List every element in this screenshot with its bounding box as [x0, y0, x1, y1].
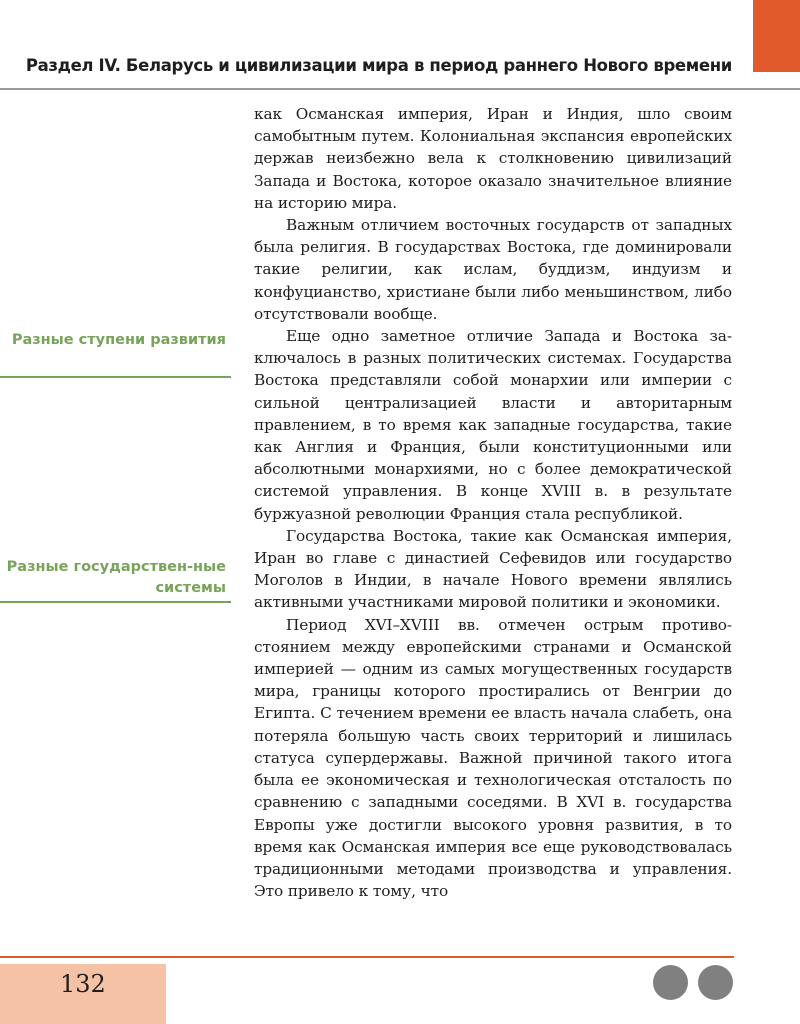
- margin-note-rule-1: [0, 376, 231, 378]
- margin-note-development-stages: Разные ступени развития: [11, 332, 226, 348]
- paragraph-5: Период XVI–XVIII вв. отмечен острым противостоянием между европейскими странами и Османской империей — одним из самых могущественных государств мира, границы которого простирались от Венгрии до Египта. С течением времени ее власть начала слабеть, она потеряла большую часть своих территорий и лишилась статуса супердержавы. Важной причиной такого итога была ее экономическая и технологическая отсталость по сравнению с западными соседями. В XVI в. государства Европы уже достигли высокого уровня развития, в то время как Османская империя все еще руководствовалась традиционными методами производства и управления. Это привело к тому, что: [254, 615, 732, 901]
- paragraph-2: Важным отличием восточных государств от западных была религия. В государствах Востока, где доминировали такие религии, как ислам, буддизм, индуизм и конфуцианство, христиане были либо меньшинством, либо отсутствовали вообще.: [254, 216, 732, 323]
- footer-rule: [0, 956, 734, 958]
- paragraph-4: Государства Востока, такие как Османская империя, Иран во главе с династией Сефевидов или государство Моголов в Индии, в начале Нового времени являлись активными участниками мировой политики и экономики.: [254, 526, 732, 612]
- page-number: 132: [60, 970, 106, 998]
- section-header-title: Раздел IV. Беларусь и цивилизации мира в период раннего Нового времени: [25, 56, 732, 75]
- paragraph-3: Еще одно заметное отличие Запада и Востока заключалось в разных политических системах. Государства Востока представляли собой монархии или империи с сильной централизацией власти и авторитарным правлением, в то время как западные государства, такие как Англия и Франция, были конституционными или абсолютными монархиями, но с более демократической системой управления. В конце XVIII в. в результате буржуазной революции Франция стала республикой.: [254, 327, 732, 523]
- header-rule: [0, 88, 800, 90]
- main-text-column: [254, 103, 732, 902]
- header-orange-tab: [753, 0, 800, 72]
- decorative-dot-icon: [653, 965, 688, 1000]
- margin-note-rule-2: [0, 601, 231, 603]
- paragraph-1: как Османская империя, Иран и Индия, шло своим самобытным путем. Колониальная экспансия европейских держав неизбежно вела к столкновению цивилизаций Запада и Востока, которое оказало значительное влияние на историю мира.: [254, 105, 732, 212]
- margin-note-state-systems: Разные государствен-ные системы: [6, 559, 226, 596]
- decorative-dot-icon: [698, 965, 733, 1000]
